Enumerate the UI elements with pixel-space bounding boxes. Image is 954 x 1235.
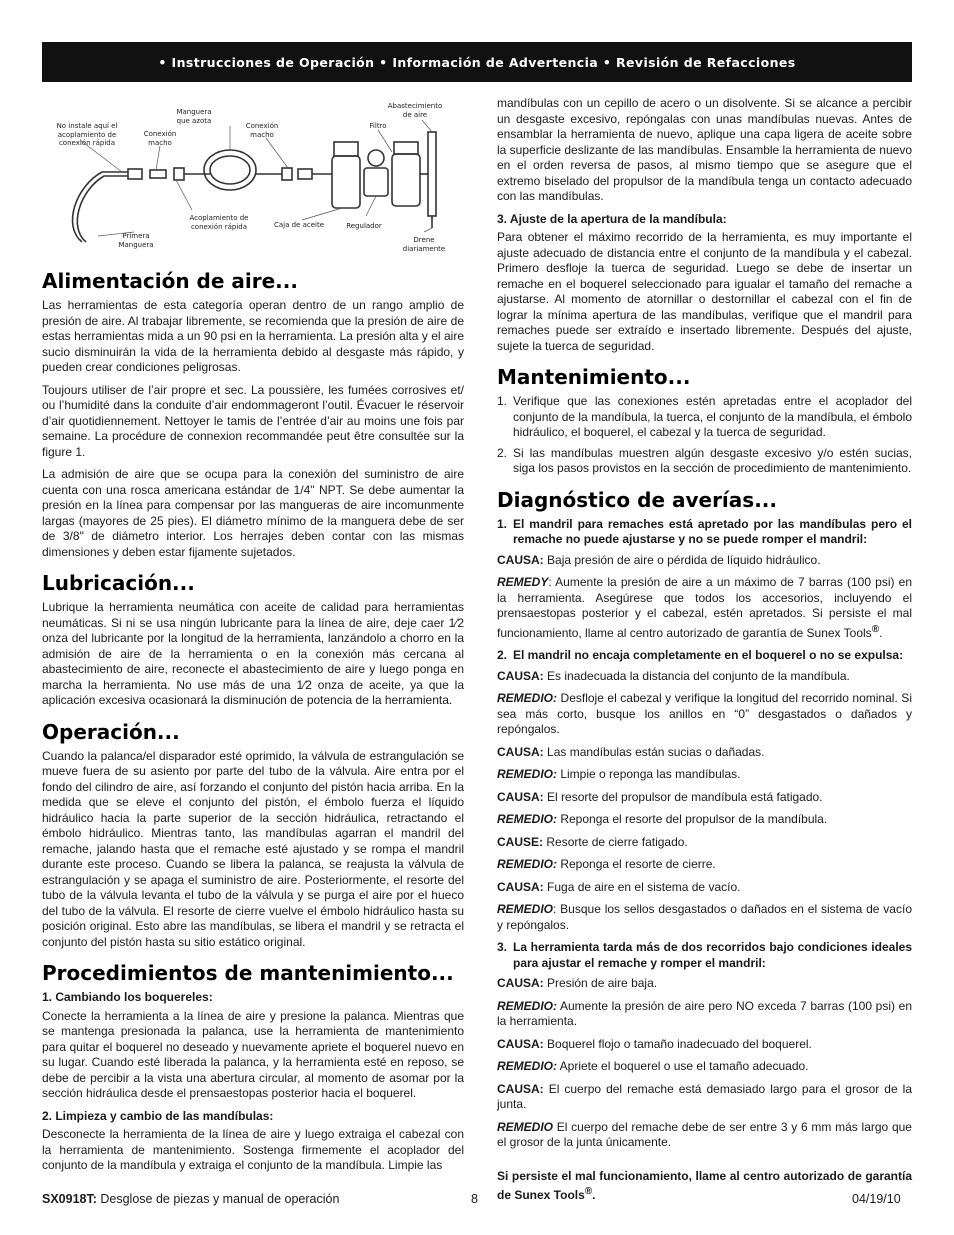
remedy-line — [497, 812, 912, 828]
cause-label: CAUSA: — [497, 1081, 544, 1096]
cause-label: CAUSA: — [497, 668, 544, 683]
problem-2 — [497, 648, 912, 664]
remedy-line — [497, 1120, 912, 1151]
remedy-line — [497, 857, 912, 873]
jaw-adjustment-paragraph: Para obtener el máximo recorrido de la herramienta, es muy importante el ajuste adecuado de distancia entre el conjunto de la mandíbula y el cabezal. Primero desfloje la tuerca de seguridad. Luego se debe de insertar un remache en el boquerel seleccionado para igualar el tamaño del remache a ajustarse. Al momento de atornillar o destornillar el cabezal con el fin de lograr la mínima apertura de las mandíbulas, verifique que el mandril para remaches puede ser extraído e insertado libremente. Después del ajuste, sujete la tuerca de seguridad. — [497, 230, 912, 353]
cause-line — [497, 790, 912, 806]
label-drain: Drene diariamente — [402, 236, 446, 253]
maintenance-item — [497, 446, 912, 477]
cause-label: CAUSA: — [497, 879, 544, 894]
remedy-text: Limpie o reponga las mandíbulas. — [560, 767, 741, 781]
remedy-label: REMEDY — [497, 575, 549, 589]
cause-text: Presión de aire baja. — [547, 976, 658, 990]
remedy-label: REMEDIO: — [497, 691, 557, 705]
label-whip-hose: Manguera que azota — [176, 108, 212, 125]
cause-text: Resorte de cierre fatigado. — [546, 834, 688, 849]
section-title-troubleshooting: Diagnóstico de averías... — [497, 487, 777, 512]
maintenance-item — [497, 394, 912, 441]
subheading-cleaning-jaws: 2. Limpieza y cambio de las mandíbulas: — [42, 1108, 274, 1123]
cause-line — [497, 880, 912, 896]
remedy-text: : Aumente la presión de aire a un máximo de 7 barras (100 psi) en la herramienta. Asegúrese que todos los accesorios, incluyendo el prensaestopas posterior y el cabezal, estén apretados. Si persiste el mal funcionamiento, llame al centro autorizado de garantía de Sunex Tools — [497, 575, 912, 640]
label-quick-coupler: Acoplamiento de conexión rápida — [189, 214, 249, 231]
final-note-end: . — [592, 1188, 596, 1202]
label-air-supply: Abastecimiento de aire — [387, 102, 443, 119]
label-male-connector: Conexión macho — [143, 130, 177, 147]
remedy-text: Apriete el boquerel o use el tamaño adecuado. — [559, 1059, 809, 1073]
section-title-air: Alimentación de aire... — [42, 269, 298, 293]
remedy-label: REMEDIO: — [497, 767, 557, 781]
subheading-jaw-adjustment: 3. Ajuste de la apertura de la mandíbula: — [497, 211, 727, 226]
remedy-label: REMEDIO — [497, 1119, 554, 1134]
procedures-paragraph-1: Conecte la herramienta a la línea de aire y presione la palanca. Mientras que se mantenga presionada la palanca, use la herramienta de mantenimiento para quitar el boquerel no deseado y nuevamente apriete el boquerel nuevo en su lugar. Cuando esté liberada la palanca, y la herramienta esté en reposo, se debe de percibir a la vista una abertura circular, al momento de asomar por la sección hidráulica desde el prensaestopas posterior hacia el boquerel. — [42, 1008, 464, 1100]
air-paragraph-2: Toujours utiliser de l’air propre et sec. La poussière, les fumées corrosives et/ ou l’humidité dans la conduite d’air endommageront l’outil. Évacuer le réservoir d’air quotidiennement. Nettoyer le tamis de l’entrée d’air au moins une fois par semaine. La procédure de connexion recommandée peut être consultée sur la figure 1. — [42, 382, 464, 459]
remedy-line — [497, 575, 912, 641]
remedy-label: REMEDIO — [497, 902, 554, 916]
item-text: Verifique que las conexiones estén apretadas entre el acoplador del conjunto de la mandíbula, la tuerca, el conjunto de la mandíbula, el émbolo hidráulico, el boquerel, el cabezal y la tuerca de seguridad. — [513, 394, 912, 439]
procedures-paragraph-2: Desconecte la herramienta de la línea de aire y luego extraiga el cabezal con la herramienta de mantenimiento. Sostenga firmemente el acoplador del conjunto de la mandíbula y extraiga el conjunto de la mandíbula. Limpie las — [42, 1127, 464, 1172]
cause-label: CAUSA: — [497, 789, 544, 804]
subheading-changing-nosepieces: 1. Cambiando los boquereles: — [42, 990, 213, 1004]
remedy-text: Aumente la presión de aire pero NO exceda 7 barras (100 psi) en la herramienta. — [497, 998, 913, 1028]
label-oil-box: Caja de aceite — [273, 221, 325, 229]
problem-number: 1. — [497, 516, 508, 531]
final-note-text: Si persiste el mal funcionamiento, llame al centro autorizado de garantía de Sunex Tools — [497, 1168, 912, 1202]
cause-line — [497, 1082, 912, 1113]
left-column — [42, 96, 464, 1181]
cause-label: CAUSA: — [497, 552, 544, 567]
problem-text: El mandril no encaja completamente en el boquerel o no se expulsa: — [513, 648, 904, 662]
section-title-procedures: Procedimientos de mantenimiento... — [42, 961, 454, 985]
label-no-install: No instale aquí el acoplamiento de conexión rápida — [56, 122, 118, 147]
cause-text: Baja presión de aire o pérdida de líquido hidráulico. — [547, 552, 821, 567]
cause-label: CAUSA: — [497, 976, 544, 990]
air-paragraph-1: Las herramientas de esta categoría operan dentro de un rango amplio de presión de aire. Al trabajar libremente, se recomienda que la presión de aire de estas herramientas mida a un 90 psi en la herramienta. La presión alta y el aire sucio disminuirán la vida de la herramienta debido al desgaste más rápido, y pueden crear condiciones peligrosas. — [42, 298, 464, 374]
remedy-line — [497, 1059, 912, 1075]
cause-text: Las mandíbulas están sucias o dañadas. — [547, 744, 765, 759]
cause-text: Es inadecuada la distancia del conjunto de la mandíbula. — [547, 668, 850, 683]
cause-label: CAUSE: — [497, 834, 544, 849]
cause-label: CAUSA: — [497, 1036, 544, 1051]
remedy-text: Reponga el resorte de cierre. — [560, 857, 716, 871]
problem-1 — [497, 517, 912, 548]
cause-text: El resorte del propulsor de mandíbula está fatigado. — [547, 789, 823, 804]
remedy-text: El cuerpo del remache debe de ser entre 3 y 6 mm más largo que el grosor de la junta únicamente. — [497, 1119, 912, 1149]
remedy-text: Desfloje el cabezal y verifique la longitud del recorrido nominal. Si sea más corto, busque los anillos en “0” desgastados o dañados y repóngalos. — [497, 691, 912, 736]
registered-mark: ® — [871, 623, 880, 635]
section-title-maintenance: Mantenimiento... — [497, 365, 691, 389]
cause-text: Fuga de aire en el sistema de vacío. — [547, 879, 741, 894]
remedy-text: : Busque los sellos desgastados o dañados en el sistema de vacío y repóngalos. — [497, 902, 912, 932]
footer-model: SX0918T: — [42, 1192, 97, 1206]
cause-line — [497, 976, 912, 992]
remedy-line — [497, 767, 912, 783]
registered-mark: ® — [584, 1186, 593, 1197]
remedy-line — [497, 999, 912, 1030]
item-text: Si las mandíbulas muestren algún desgaste excesivo y/o estén sucias, siga los pasos provistos en la sección de procedimiento de mantenimiento. — [513, 445, 912, 475]
page-number: 8 — [471, 1192, 478, 1206]
item-number: 2. — [497, 445, 508, 460]
remedy-line — [497, 691, 912, 738]
cause-line — [497, 669, 912, 685]
remedy-text: Reponga el resorte del propulsor de la mandíbula. — [560, 812, 828, 826]
footer-date: 04/19/10 — [852, 1192, 901, 1206]
cause-line — [497, 745, 912, 761]
remedy-label: REMEDIO: — [497, 998, 557, 1013]
remedy-label: REMEDIO: — [497, 1059, 557, 1073]
cause-line — [497, 835, 912, 851]
right-column — [497, 96, 912, 1211]
air-supply-diagram — [42, 96, 464, 256]
section-title-lubrication: Lubricación... — [42, 571, 195, 595]
cause-text: Boquerel flojo o tamaño inadecuado del boquerel. — [547, 1036, 812, 1051]
cause-line — [497, 1037, 912, 1053]
air-supply-illustration — [42, 96, 464, 256]
jaws-continued-paragraph: mandíbulas con un cepillo de acero o un disolvente. Si se alcance a percibir un desgaste excesivo, repóngalas con unas mandíbulas nuevas. Antes de ensamblar la herramienta de nuevo, aplique una capa ligera de aceite sobre la superficie deslizante de las mandíbulas. Ensamble la herramienta de nuevo en el orden reversa de pasos, al mismo tiempo que se asegure que el extremo biselado del propulsor de la mandíbula tenga un contacto adecuado con las mandíbulas. — [497, 96, 912, 203]
label-male-connector-2: Conexión macho — [245, 122, 279, 139]
header-banner: • Instrucciones de Operación • Información de Advertencia • Revisión de Refacciones — [42, 42, 912, 82]
problem-text: El mandril para remaches está apretado por las mandíbulas pero el remache no puede ajustarse y no se puede romper el mandril: — [513, 516, 912, 546]
label-filter: Filtro — [369, 122, 387, 130]
remedy-end: . — [879, 625, 883, 640]
section-title-operation: Operación... — [42, 719, 180, 744]
problem-number: 2. — [497, 648, 508, 662]
item-number: 1. — [497, 394, 508, 408]
remedy-label: REMEDIO: — [497, 812, 557, 826]
air-paragraph-3: La admisión de aire que se ocupa para la conexión del suministro de aire cuenta con una rosca americana estándar de 1/4" NPT. Se debe aumentar la presión en la línea para compensar por las mangueras de aire incomunmente largas (mayores de 25 pies). El diámetro mínimo de la manguera debe de ser de 3/8" de diámetro interior. Los herrajes deben contar con las mismas dimensiones y deben estar fijamente sujetados. — [42, 467, 464, 559]
lubrication-paragraph: Lubrique la herramienta neumática con aceite de calidad para herramientas neumáticas. Si ni se usa ningún lubricante para la línea de aire, deje caer 1⁄2 onza del lubricante por la longitud de la herramienta, lanzándolo a chorro en la admisión de aire de la herramienta o en la conexión más cercana al abastecimiento de aire, reconecte el abastecimiento de aire y luego ponga en marcha la herramienta. No use más de una 1⁄2 onza de aceite, ya que la aplicación excesiva ocasionará la disminución de potencia de la herramienta. — [42, 600, 464, 707]
final-note — [497, 1169, 912, 1204]
label-first-hose: Primera Manguera — [118, 232, 154, 249]
problem-number: 3. — [497, 940, 508, 954]
cause-label: CAUSA: — [497, 744, 544, 759]
problem-3 — [497, 940, 912, 971]
cause-line — [497, 553, 912, 569]
cause-text: El cuerpo del remache está demasiado largo para el grosor de la junta. — [497, 1081, 912, 1111]
remedy-label: REMEDIO: — [497, 857, 557, 871]
footer-description: Desglose de piezas y manual de operación — [96, 1192, 340, 1206]
footer-manual-title — [42, 1192, 339, 1206]
remedy-line — [497, 902, 912, 933]
label-regulator: Regulador — [346, 222, 382, 230]
operation-paragraph: Cuando la palanca/el disparador esté oprimido, la válvula de estrangulación se mueve fuera de su asiento por parte del tubo de la válvula. Aire entra por el fondo del cilindro de aire, así forzando el conjunto del pistón hacia arriba. En la medida que se eleve el conjunto del pistón, el émbolo fuerza el líquido hidráulico hacia la parte superior de la sección hidráulica, retractando el émbolo hidráulico. Mientras tanto, las mandíbulas agarran el mandril del remache, jalando hasta que el remache esté ajustado y se rompa el mandril durante este proceso. Cuando se libera la palanca, se reajusta la válvula de estrangulación y se apaga el suministro de aire. Posteriormente, el resorte del tubo de la válvula levanta el tubo de la válvula y se purga el aire por el hueco del tubo de la válvula. El resorte de cierre vuelve el émbolo hidráulico hasta su posición original. Esto abre las mandíbulas, se libera el mandril y se retracta el conjunto del pistón hasta su sitio estático original. — [42, 748, 464, 949]
problem-text: La herramienta tarda más de dos recorridos bajo condiciones ideales para ajustar el remache y romper el mandril: — [513, 940, 912, 970]
